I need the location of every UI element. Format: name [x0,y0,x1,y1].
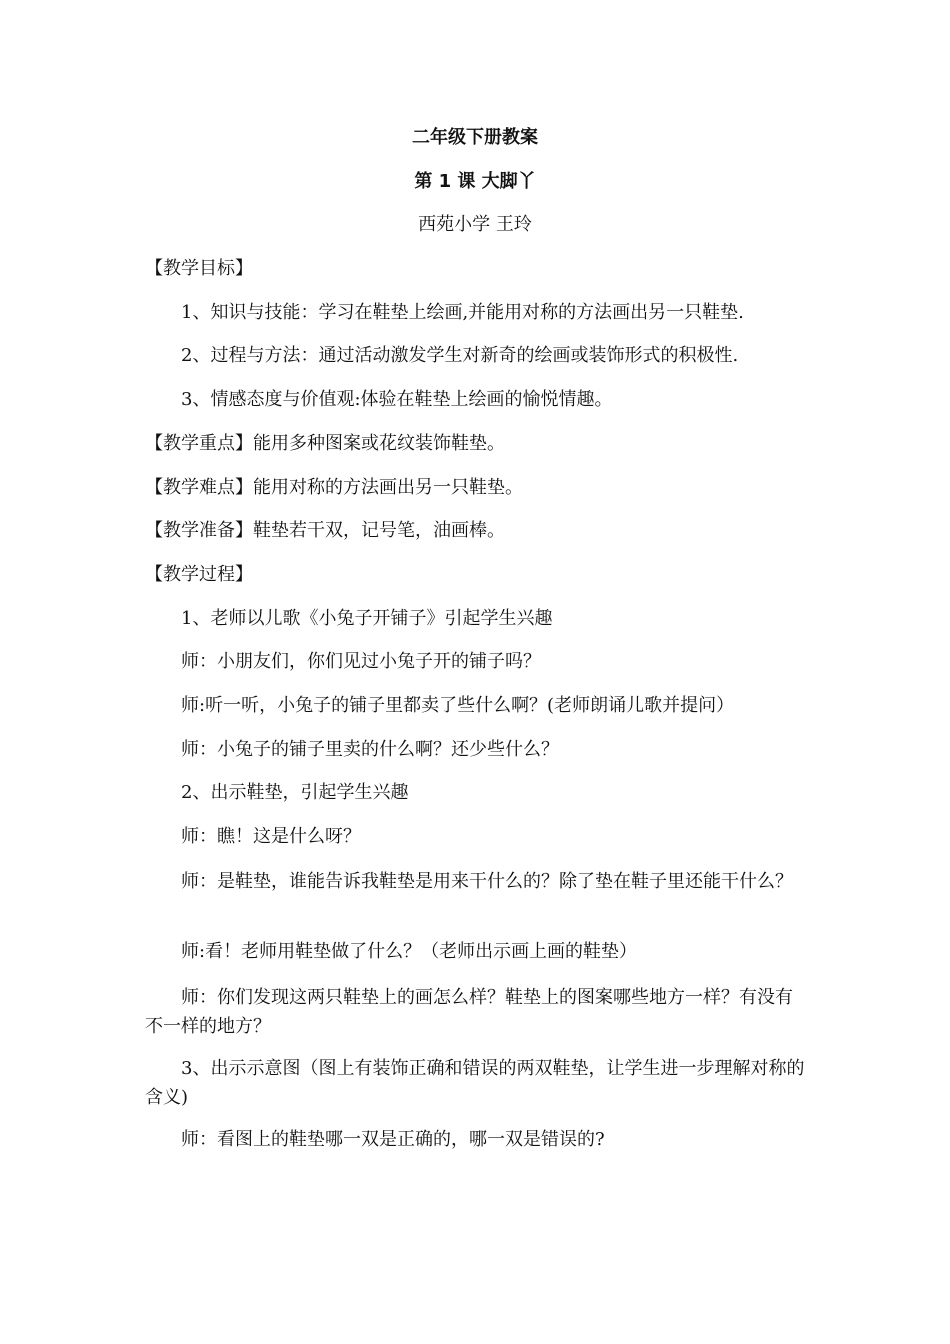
dialogue-line: 师：看图上的鞋垫哪一双是正确的，哪一双是错误的? [181,1129,605,1150]
dialogue-line: 师：瞧！这是什么呀？ [181,826,361,847]
preparation: 【教学准备】鞋垫若干双，记号笔，油画棒。 [145,520,505,541]
lesson-title: 第 1 课 大脚丫 [414,171,536,192]
objective-item: 3、情感态度与价值观:体验在鞋垫上绘画的愉悦情趣。 [181,389,613,410]
author-line: 西苑小学 王玲 [418,214,532,235]
dialogue-line: 师：小朋友们，你们见过小兔子开的铺子吗？ [181,651,541,672]
process-step: 3、出示示意图（图上有装饰正确和错误的两双鞋垫，让学生进一步理解对称的含义) [145,1058,805,1108]
dialogue-line: 师：是鞋垫，谁能告诉我鞋垫是用来干什么的？除了垫在鞋子里还能干什么？ [181,871,793,892]
dialogue-line: 师:听一听，小兔子的铺子里都卖了些什么啊？(老师朗诵儿歌并提问） [181,695,735,716]
document-title: 二年级下册教案 [412,127,538,148]
objective-item: 1、知识与技能：学习在鞋垫上绘画,并能用对称的方法画出另一只鞋垫. [181,302,744,323]
difficulty: 【教学难点】能用对称的方法画出另一只鞋垫。 [145,477,523,498]
dialogue-line: 师：小兔子的铺子里卖的什么啊？还少些什么？ [181,739,559,760]
dialogue-line: 师：你们发现这两只鞋垫上的画怎么样？鞋垫上的图案哪些地方一样？有没有不一样的地方？ [145,987,793,1037]
objective-item: 2、过程与方法：通过活动激发学生对新奇的绘画或装饰形式的积极性. [181,345,739,366]
key-point: 【教学重点】能用多种图案或花纹装饰鞋垫。 [145,433,505,454]
dialogue-line: 师:看！老师用鞋垫做了什么？（老师出示画上画的鞋垫） [181,941,638,962]
process-heading: 【教学过程】 [145,564,253,585]
objectives-heading: 【教学目标】 [145,258,253,279]
process-step: 1、老师以儿歌《小兔子开铺子》引起学生兴趣 [181,608,553,629]
process-step: 2、出示鞋垫，引起学生兴趣 [181,782,409,803]
